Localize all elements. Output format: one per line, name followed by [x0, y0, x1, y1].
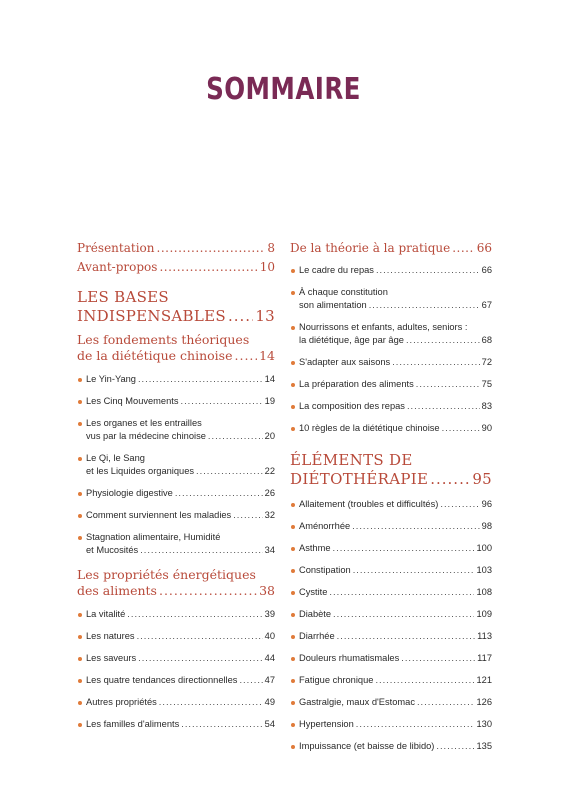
toc-item-page: 135	[476, 741, 492, 751]
toc-item-page: 83	[481, 401, 492, 411]
toc-item-label-line1: Nourrissons et enfants, adultes, seniors :	[299, 322, 468, 332]
dot-leader	[416, 378, 480, 391]
toc-item-page: 54	[264, 719, 275, 729]
toc-entry-avant-propos[interactable]	[77, 260, 275, 274]
toc-item[interactable]	[77, 373, 275, 386]
dot-leader	[228, 307, 253, 326]
dot-leader	[159, 696, 263, 709]
toc-item-label: Physiologie digestive	[86, 488, 173, 498]
toc-item[interactable]	[77, 674, 275, 687]
toc-item[interactable]	[77, 487, 275, 500]
toc-item-page: 32	[264, 510, 275, 520]
toc-item[interactable]	[290, 674, 492, 687]
toc-entry-page: 14	[259, 348, 275, 363]
dot-leader	[407, 400, 480, 413]
toc-item[interactable]	[77, 452, 275, 478]
toc-item-label: Asthme	[299, 543, 331, 553]
toc-item-page: 68	[481, 335, 492, 345]
toc-item-page: 66	[481, 265, 492, 275]
section-title-line2: INDISPENSABLES	[77, 307, 226, 325]
section-title-line1: ÉLÉMENTS DE	[290, 451, 413, 469]
toc-item[interactable]	[77, 630, 275, 643]
toc-item[interactable]	[77, 718, 275, 731]
dot-leader	[159, 583, 257, 599]
toc-item[interactable]	[290, 422, 492, 435]
toc-item[interactable]	[290, 264, 492, 277]
toc-item-label: La composition des repas	[299, 401, 405, 411]
toc-item-label: Les natures	[86, 631, 135, 641]
toc-item[interactable]	[77, 696, 275, 709]
toc-item[interactable]	[290, 564, 492, 577]
toc-item-label: et Mucosités	[86, 545, 139, 555]
toc-item[interactable]	[290, 630, 492, 643]
toc-item-label: Les quatre tendances directionnelles	[86, 675, 238, 685]
toc-item-page: 19	[264, 396, 275, 406]
dot-leader	[352, 520, 479, 533]
toc-entry-label: Présentation	[77, 241, 155, 255]
toc-item-label-line1: Stagnation alimentaire, Humidité	[86, 532, 221, 542]
dot-leader	[452, 241, 474, 255]
toc-item-page: 108	[476, 587, 492, 597]
toc-item-label: Le cadre du repas	[299, 265, 374, 275]
toc-item[interactable]	[290, 542, 492, 555]
dot-leader	[137, 630, 263, 643]
toc-item-page: 103	[476, 565, 492, 575]
toc-entry-page: 95	[472, 470, 492, 488]
toc-item-label: Les familles d'aliments	[86, 719, 180, 729]
dot-leader	[140, 544, 262, 557]
toc-entry-page: 13	[255, 307, 275, 325]
dot-leader	[181, 718, 262, 731]
dot-leader	[440, 498, 479, 511]
dot-leader	[442, 422, 480, 435]
toc-item-label: vus par la médecine chinoise	[86, 431, 206, 441]
dot-leader	[138, 652, 263, 665]
dot-leader	[392, 356, 479, 369]
toc-item-label: Allaitement (troubles et difficultés)	[299, 499, 439, 509]
toc-left-column	[77, 236, 275, 731]
toc-item[interactable]	[290, 740, 492, 753]
toc-item-label: son alimentation	[299, 300, 367, 310]
toc-item-label: la diététique, âge par âge	[299, 335, 404, 345]
toc-item-page: 126	[476, 697, 492, 707]
section-title-line1: LES BASES	[77, 288, 170, 306]
toc-item[interactable]	[77, 531, 275, 557]
toc-right-column	[290, 236, 492, 753]
toc-item-label: et les Liquides organiques	[86, 466, 195, 476]
toc-item[interactable]	[290, 356, 492, 369]
dot-leader	[239, 674, 262, 687]
toc-item-label: Le Yin-Yang	[86, 374, 136, 384]
toc-item-label: S'adapter aux saisons	[299, 357, 391, 367]
dot-leader	[157, 241, 266, 255]
toc-item-label: Fatigue chronique	[299, 675, 374, 685]
dot-leader	[430, 470, 470, 489]
dot-leader	[208, 430, 263, 443]
toc-item[interactable]	[290, 286, 492, 312]
dot-leader	[333, 542, 475, 555]
toc-item[interactable]	[290, 321, 492, 347]
toc-item-page: 113	[477, 631, 492, 641]
toc-item-page: 34	[264, 545, 275, 555]
toc-item-label: Les Cinq Mouvements	[86, 396, 179, 406]
toc-item-page: 75	[481, 379, 492, 389]
dot-leader	[233, 509, 262, 522]
dot-leader	[138, 373, 263, 386]
toc-item-page: 67	[481, 300, 492, 310]
dot-leader	[356, 718, 475, 731]
subsection-title-line1: Les propriétés énergétiques	[77, 567, 256, 582]
toc-item-label: Diarrhée	[299, 631, 335, 641]
dot-leader	[333, 608, 474, 621]
toc-item-page: 22	[264, 466, 275, 476]
dot-leader	[417, 696, 475, 709]
toc-item-label: Hypertension	[299, 719, 354, 729]
dot-leader	[329, 586, 474, 599]
toc-item-page: 47	[264, 675, 275, 685]
dot-leader	[181, 395, 263, 408]
toc-item-label: Les saveurs	[86, 653, 137, 663]
toc-item-label: Aménorrhée	[299, 521, 351, 531]
dot-leader	[159, 260, 257, 274]
toc-item-page: 109	[476, 609, 492, 619]
toc-item-page: 96	[481, 499, 492, 509]
toc-entry-theorie[interactable]	[290, 241, 492, 255]
dot-leader	[175, 487, 263, 500]
toc-item-page: 100	[476, 543, 492, 553]
toc-item-page: 39	[264, 609, 275, 619]
toc-item[interactable]	[77, 395, 275, 408]
dot-leader	[376, 264, 480, 277]
toc-item[interactable]	[77, 652, 275, 665]
dot-leader	[406, 334, 480, 347]
toc-item-page: 49	[264, 697, 275, 707]
toc-item-page: 117	[477, 653, 492, 663]
toc-item-page: 14	[264, 374, 275, 384]
toc-item-page: 90	[481, 423, 492, 433]
toc-item[interactable]	[290, 400, 492, 413]
toc-item-page: 130	[476, 719, 492, 729]
toc-item-label: Gastralgie, maux d'Estomac	[299, 697, 415, 707]
dot-leader	[353, 564, 475, 577]
toc-item-label: La préparation des aliments	[299, 379, 414, 389]
toc-item[interactable]	[77, 417, 275, 443]
dot-leader	[436, 740, 474, 753]
toc-item-label: Constipation	[299, 565, 351, 575]
toc-item-label: Autres propriétés	[86, 697, 157, 707]
toc-item-page: 20	[264, 431, 275, 441]
toc-item-label: 10 règles de la diététique chinoise	[299, 423, 440, 433]
toc-item-label: Diabète	[299, 609, 332, 619]
dot-leader	[369, 299, 480, 312]
dot-leader	[127, 608, 262, 621]
subsection-title-line2: des aliments	[77, 583, 157, 598]
toc-item[interactable]	[290, 498, 492, 511]
toc-item-page: 98	[481, 521, 492, 531]
toc-item-page: 72	[481, 357, 492, 367]
toc-item[interactable]	[290, 696, 492, 709]
toc-item-label-line1: Le Qi, le Sang	[86, 453, 145, 463]
toc-item-label: Comment surviennent les maladies	[86, 510, 232, 520]
dot-leader	[196, 465, 263, 478]
toc-item-label-line1: À chaque constitution	[299, 287, 388, 297]
page-title: SOMMAIRE	[206, 72, 361, 107]
toc-entry-page: 10	[259, 260, 275, 274]
dot-leader	[401, 652, 475, 665]
toc-item[interactable]	[290, 608, 492, 621]
dot-leader	[337, 630, 476, 643]
toc-section-elements[interactable]	[290, 451, 492, 489]
toc-item-label: La vitalité	[86, 609, 126, 619]
toc-item-page: 121	[476, 675, 492, 685]
toc-item[interactable]	[77, 509, 275, 522]
toc-item[interactable]	[290, 652, 492, 665]
toc-item-label: Impuissance (et baisse de libido)	[299, 741, 435, 751]
dot-leader	[235, 348, 258, 364]
toc-entry-label: Avant-propos	[77, 260, 158, 274]
toc-item-label: Douleurs rhumatismales	[299, 653, 400, 663]
toc-item[interactable]	[77, 608, 275, 621]
subsection-title-line1: Les fondements théoriques	[77, 332, 250, 347]
toc-item[interactable]	[290, 378, 492, 391]
toc-entry-page: 66	[476, 241, 492, 255]
toc-entry-label: De la théorie à la pratique	[290, 241, 451, 255]
toc-subsection-fondements[interactable]	[77, 332, 275, 364]
toc-item-page: 40	[264, 631, 275, 641]
dot-leader	[375, 674, 474, 687]
toc-item-page: 26	[264, 488, 275, 498]
section-title-line2: DIÉTOTHÉRAPIE	[290, 470, 429, 488]
toc-item-label-line1: Les organes et les entrailles	[86, 418, 202, 428]
toc-item-label: Cystite	[299, 587, 328, 597]
toc-item[interactable]	[290, 520, 492, 533]
toc-item-page: 44	[264, 653, 275, 663]
toc-entry-presentation[interactable]	[77, 241, 275, 255]
toc-item[interactable]	[290, 586, 492, 599]
toc-entry-page: 38	[259, 583, 275, 598]
subsection-title-line2: de la diététique chinoise	[77, 348, 233, 363]
toc-section-bases[interactable]	[77, 288, 275, 326]
toc-item[interactable]	[290, 718, 492, 731]
toc-subsection-proprietes[interactable]	[77, 567, 275, 599]
toc-entry-page: 8	[267, 241, 275, 255]
